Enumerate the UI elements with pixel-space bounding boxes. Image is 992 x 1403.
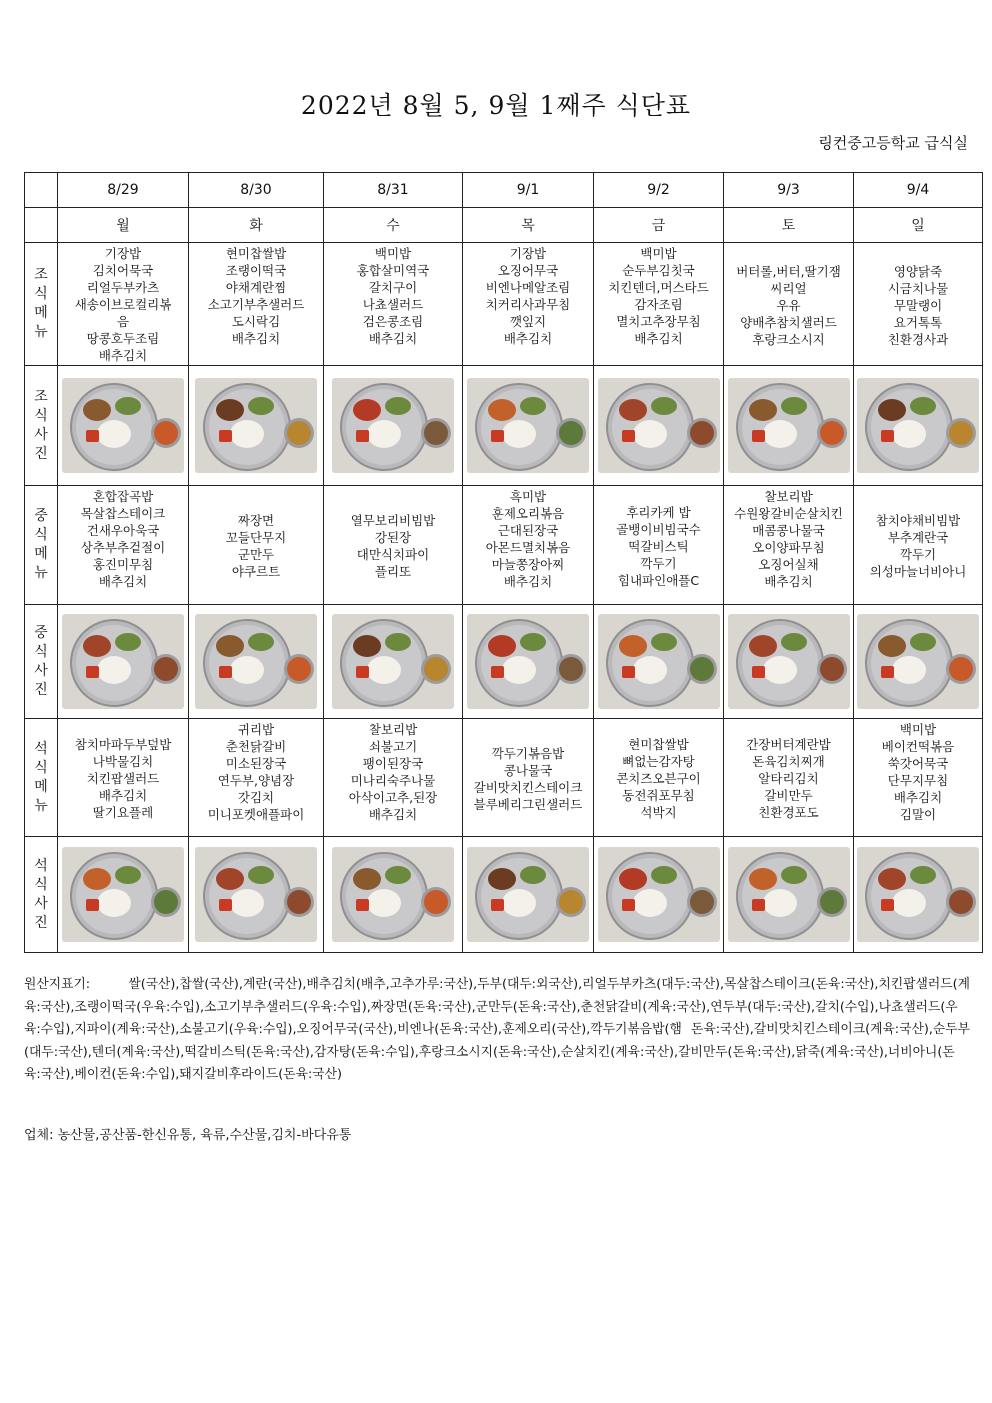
menu-item: 배추김치 xyxy=(98,348,148,363)
breakfast-menu-row xyxy=(25,243,983,366)
menu-item: 흑미밥 xyxy=(509,489,547,504)
row-label-char: 사 xyxy=(34,426,48,443)
corner-cell xyxy=(25,173,58,208)
row-label xyxy=(25,366,58,486)
menu-item: 베이컨떡볶음 xyxy=(881,739,955,754)
menu-item: 음 xyxy=(116,314,130,329)
menu-item: 김말이 xyxy=(899,807,937,822)
row-label-char: 뉴 xyxy=(34,797,48,814)
menu-item: 새송이브로컬리볶 xyxy=(74,297,172,312)
menu-item: 딸기요플레 xyxy=(92,805,154,820)
dinner-photo-cell xyxy=(58,837,189,953)
menu-item: 마늘쫑장아찌 xyxy=(491,557,565,572)
meal-photo xyxy=(195,614,317,709)
menu-item: 깍두기 xyxy=(899,547,937,562)
breakfast-photo-cell xyxy=(854,366,983,486)
menu-item: 동전쥐포무침 xyxy=(622,788,695,803)
menu-item: 나박물김치 xyxy=(92,754,154,769)
meal-tray-photo xyxy=(332,847,454,942)
row-label-char: 식 xyxy=(34,407,48,424)
meal-photo xyxy=(857,847,979,942)
row-label-char: 중 xyxy=(34,624,48,641)
menu-item: 백미밥 xyxy=(374,246,412,261)
meal-photo xyxy=(857,378,979,473)
menu-item: 꼬들단무지 xyxy=(225,530,287,545)
date-row xyxy=(25,173,983,208)
menu-item: 귀리밥 xyxy=(237,722,275,737)
menu-item: 콘치즈오븐구이 xyxy=(616,771,701,786)
menu-item: 배추김치 xyxy=(98,788,148,803)
breakfast-menu-cell xyxy=(324,243,463,366)
menu-item: 뼈없는감자탕 xyxy=(622,754,695,769)
menu-item: 영양닭죽 xyxy=(893,263,943,279)
weekday-cell: 수 xyxy=(324,208,463,243)
date-cell: 8/29 xyxy=(58,173,189,208)
breakfast-photo-cell xyxy=(594,366,724,486)
menu-item: 홍합살미역국 xyxy=(356,263,430,278)
lunch-menu-cell xyxy=(854,486,983,605)
menu-item: 배추김치 xyxy=(503,574,553,589)
meal-tray-photo xyxy=(857,614,979,709)
meal-tray-photo xyxy=(467,614,589,709)
lunch-photo-cell xyxy=(463,605,594,719)
menu-item: 갈비만두 xyxy=(764,788,813,803)
weekday-cell: 금 xyxy=(594,208,724,243)
row-label-char: 진 xyxy=(34,681,48,698)
origin-label: 원산지표기: xyxy=(24,977,91,992)
meal-photo xyxy=(62,378,184,473)
breakfast-menu-cell xyxy=(463,243,594,366)
meal-tray-photo xyxy=(195,378,317,473)
menu-item: 현미찹쌀밥 xyxy=(628,737,689,752)
breakfast-menu-cell xyxy=(189,243,324,366)
menu-item: 아삭이고추,된장 xyxy=(348,790,438,805)
row-label-char: 식 xyxy=(34,643,48,660)
menu-item: 떡갈비스틱 xyxy=(628,538,689,554)
menu-item: 연두부,양념장 xyxy=(217,773,295,788)
menu-item: 홍진미무침 xyxy=(92,557,154,572)
lunch-photo-cell xyxy=(324,605,463,719)
menu-item: 친환경사과 xyxy=(887,331,949,347)
origin-info xyxy=(24,974,970,1087)
menu-item: 미니포켓애플파이 xyxy=(207,807,305,822)
menu-item: 도시락김 xyxy=(231,314,281,329)
meal-tray-photo xyxy=(195,614,317,709)
weekday-cell: 화 xyxy=(189,208,324,243)
lunch-menu-cell xyxy=(324,486,463,605)
menu-item: 건새우아욱국 xyxy=(86,523,160,538)
menu-item: 배추김치 xyxy=(368,331,418,346)
breakfast-menu-cell xyxy=(724,243,854,366)
dinner-menu-cell xyxy=(58,719,189,837)
row-label-char: 식 xyxy=(34,876,48,893)
lunch-photo-cell xyxy=(594,605,724,719)
lunch-photo-cell xyxy=(724,605,854,719)
row-label-char: 뉴 xyxy=(34,565,48,581)
menu-item: 플리또 xyxy=(374,564,412,579)
meal-plan-table xyxy=(24,172,983,953)
meal-photo xyxy=(467,378,589,473)
menu-item: 갈치구이 xyxy=(368,280,418,295)
row-label-char: 식 xyxy=(34,759,48,776)
lunch-menu-cell xyxy=(594,486,724,605)
menu-item: 찰보리밥 xyxy=(368,722,418,737)
lunch-menu-cell xyxy=(724,486,854,605)
weekday-row xyxy=(25,208,983,243)
breakfast-menu-cell xyxy=(854,243,983,366)
meal-tray-photo xyxy=(62,614,184,709)
row-label-char: 메 xyxy=(34,546,48,562)
meal-tray-photo xyxy=(467,378,589,473)
row-label xyxy=(25,719,58,837)
menu-item: 기장밥 xyxy=(104,246,142,261)
row-label-char: 석 xyxy=(34,857,48,874)
breakfast-photo-cell xyxy=(58,366,189,486)
row-label-char: 진 xyxy=(34,914,48,931)
row-label xyxy=(25,486,58,605)
school-name: 링컨중고등학교 급식실 xyxy=(818,134,968,152)
breakfast-photo-cell xyxy=(463,366,594,486)
meal-photo xyxy=(467,614,589,709)
weekday-cell: 목 xyxy=(463,208,594,243)
date-cell: 9/2 xyxy=(594,173,724,208)
menu-item: 의성마늘너비아니 xyxy=(869,564,967,579)
menu-item: 혼합잡곡밥 xyxy=(92,489,154,504)
supplier-info: 업체: 농산물,공산품-한신유통, 육류,수산물,김치-바다유통 xyxy=(24,1128,352,1143)
lunch-menu-cell xyxy=(463,486,594,605)
menu-item: 쑥갓어묵국 xyxy=(887,756,949,771)
date-cell: 9/3 xyxy=(724,173,854,208)
meal-photo xyxy=(598,847,720,942)
meal-tray-photo xyxy=(598,847,720,942)
menu-item: 백미밥 xyxy=(640,246,677,261)
row-label xyxy=(25,605,58,719)
menu-item: 나쵸샐러드 xyxy=(362,297,424,312)
lunch-menu-cell xyxy=(189,486,324,605)
breakfast-photo-cell xyxy=(724,366,854,486)
meal-photo xyxy=(62,847,184,942)
menu-item: 친환경포도 xyxy=(758,805,819,820)
menu-item: 야쿠르트 xyxy=(231,564,281,579)
menu-item: 훈제오리볶음 xyxy=(491,506,565,521)
menu-item: 멸치고추장무침 xyxy=(616,314,701,329)
menu-item: 수원왕갈비순살치킨 xyxy=(734,506,843,521)
breakfast-menu-cell xyxy=(58,243,189,366)
menu-item: 돈육김치찌개 xyxy=(752,754,825,769)
menu-item: 순두부김칫국 xyxy=(622,263,695,278)
row-label-char: 조 xyxy=(34,388,48,405)
menu-item: 현미찹쌀밥 xyxy=(225,246,287,261)
meal-photo xyxy=(598,378,720,473)
menu-item: 미소된장국 xyxy=(225,756,287,771)
meal-photo xyxy=(728,847,850,942)
menu-item: 비엔나메알조림 xyxy=(485,280,571,295)
menu-item: 백미밥 xyxy=(899,722,937,737)
menu-item: 배추김치 xyxy=(503,331,553,346)
breakfast-photo-cell xyxy=(324,366,463,486)
breakfast-menu-cell xyxy=(594,243,724,366)
meal-tray-photo xyxy=(332,614,454,709)
weekday-cell: 토 xyxy=(724,208,854,243)
menu-item: 간장버터계란밥 xyxy=(746,737,831,752)
row-label-char: 진 xyxy=(34,445,48,462)
meal-photo xyxy=(332,847,454,942)
meal-photo xyxy=(728,614,850,709)
meal-tray-photo xyxy=(728,847,850,942)
lunch-menu-cell xyxy=(58,486,189,605)
menu-item: 요거톡톡 xyxy=(893,314,943,330)
menu-item: 열무보리비빔밥 xyxy=(350,513,436,528)
menu-item: 우유 xyxy=(776,297,801,313)
menu-item: 조랭이떡국 xyxy=(225,263,287,278)
menu-item: 힘내파인애플C xyxy=(617,572,700,588)
menu-item: 김치어묵국 xyxy=(92,263,154,278)
meal-photo xyxy=(728,378,850,473)
dinner-photo-row xyxy=(25,837,983,953)
menu-item: 춘천닭갈비 xyxy=(225,739,287,754)
menu-item: 배추김치 xyxy=(893,790,943,805)
row-label xyxy=(25,243,58,366)
menu-item: 오이양파무침 xyxy=(752,540,825,555)
menu-item: 알타리김치 xyxy=(758,771,819,786)
menu-item: 상추부추겉절이 xyxy=(80,540,166,555)
menu-item: 목살찹스테이크 xyxy=(80,506,166,521)
meal-tray-photo xyxy=(62,378,184,473)
row-label-char: 조 xyxy=(34,267,48,283)
menu-item: 오징어실채 xyxy=(758,557,819,572)
row-label-char: 메 xyxy=(34,305,48,321)
date-cell: 8/31 xyxy=(324,173,463,208)
menu-item: 배추김치 xyxy=(764,574,813,589)
meal-tray-photo xyxy=(857,378,979,473)
menu-item: 후리카케 밥 xyxy=(626,504,691,520)
row-label-char: 뉴 xyxy=(34,324,48,340)
menu-item: 미나리숙주나물 xyxy=(350,773,436,788)
date-cell: 9/1 xyxy=(463,173,594,208)
lunch-photo-cell xyxy=(854,605,983,719)
lunch-photo-row xyxy=(25,605,983,719)
lunch-photo-cell xyxy=(58,605,189,719)
meal-tray-photo xyxy=(62,847,184,942)
origin-text: 쌀(국산),찹쌀(국산),계란(국산),배추김치(배추,고추가루:국산),두부(대두:외국산),리얼두부카츠(대두:국산),목살찹스테이크(돈육:국산),치킨팝샐러드(계육:국산),조랭이떡국(우육:수입),소고기부추샐러드(우육:수입),짜장면(돈육:국산),군만두(돈육:국산),춘천닭갈비(계육:국산),연두부(대두:국산),갈치(수입),나쵸샐러드(우육:수입),지파이(계육:국산),소불고기(우육:수입),오징어무국(국산),비엔나(돈육:국산),훈제오리(국산),깍두기볶음밥(햄 돈육:국산),갈비맛치킨스테이크(계육:국산),순두부(대두:국산),텐더(계육:국산),떡갈비스틱(돈육:국산),감자탕(돈육:수입),후랑크소시지(돈육:국산),순살치킨(계육:국산),갈비만두(돈육:국산),닭죽(계육:국산),너비아니(돈육:국산),베이컨(돈육:수입),돼지갈비후라이드(돈육:국산) xyxy=(24,977,970,1082)
menu-item: 오징어무국 xyxy=(497,263,559,278)
menu-item: 군만두 xyxy=(237,547,275,562)
meal-photo xyxy=(62,614,184,709)
dinner-menu-cell xyxy=(463,719,594,837)
menu-item: 검은콩조림 xyxy=(362,314,424,329)
menu-item: 치킨팝샐러드 xyxy=(86,771,160,786)
meal-tray-photo xyxy=(195,847,317,942)
menu-item: 아몬드멸치볶음 xyxy=(485,540,571,555)
menu-item: 깍두기볶음밥 xyxy=(491,745,565,761)
row-label-char: 사 xyxy=(34,662,48,679)
lunch-menu-row xyxy=(25,486,983,605)
corner-cell xyxy=(25,208,58,243)
page-title: 2022년 8월 5, 9월 1째주 식단표 xyxy=(300,91,692,120)
date-cell: 9/4 xyxy=(854,173,983,208)
menu-item: 배추김치 xyxy=(634,331,683,346)
row-label-char: 석 xyxy=(34,740,48,757)
row-label-char: 중 xyxy=(34,508,48,524)
row-label xyxy=(25,837,58,953)
date-cell: 8/30 xyxy=(189,173,324,208)
menu-item: 버터롤,버터,딸기잼 xyxy=(736,263,841,279)
meal-tray-photo xyxy=(728,378,850,473)
meal-photo xyxy=(195,847,317,942)
menu-item: 무말랭이 xyxy=(893,297,943,313)
dinner-menu-cell xyxy=(594,719,724,837)
meal-tray-photo xyxy=(467,847,589,942)
meal-tray-photo xyxy=(857,847,979,942)
dinner-photo-cell xyxy=(854,837,983,953)
meal-photo xyxy=(195,378,317,473)
menu-item: 팽이된장국 xyxy=(362,756,424,771)
meal-photo xyxy=(332,378,454,473)
dinner-photo-cell xyxy=(189,837,324,953)
dinner-menu-cell xyxy=(189,719,324,837)
menu-item: 부추계란국 xyxy=(887,530,949,545)
dinner-photo-cell xyxy=(594,837,724,953)
menu-item: 참치마파두부덮밥 xyxy=(74,737,172,752)
menu-item: 골뱅이비빔국수 xyxy=(616,521,701,537)
weekday-cell: 월 xyxy=(58,208,189,243)
menu-item: 감자조림 xyxy=(634,297,683,312)
meal-tray-photo xyxy=(728,614,850,709)
meal-tray-photo xyxy=(598,378,720,473)
menu-item: 야채계란찜 xyxy=(225,280,287,295)
menu-item: 배추김치 xyxy=(98,574,148,589)
menu-item: 블루베리그린샐러드 xyxy=(473,796,583,812)
meal-tray-photo xyxy=(598,614,720,709)
meal-photo xyxy=(857,614,979,709)
menu-item: 치킨텐더,머스타드 xyxy=(608,280,709,295)
menu-item: 씨리얼 xyxy=(770,280,807,296)
menu-item: 참치야채비빔밥 xyxy=(875,513,961,528)
menu-item: 매콤콩나물국 xyxy=(752,523,825,538)
meal-photo xyxy=(598,614,720,709)
menu-item: 배추김치 xyxy=(231,331,281,346)
menu-item: 찰보리밥 xyxy=(764,489,813,504)
breakfast-photo-row xyxy=(25,366,983,486)
row-label-char: 메 xyxy=(34,778,48,795)
lunch-photo-cell xyxy=(189,605,324,719)
meal-tray-photo xyxy=(332,378,454,473)
menu-item: 석박지 xyxy=(640,805,677,820)
menu-item: 짜장면 xyxy=(237,513,275,528)
dinner-menu-cell xyxy=(854,719,983,837)
menu-item: 치커리사과무침 xyxy=(485,297,571,312)
menu-item: 시금치나물 xyxy=(887,280,949,296)
menu-item: 대만식치파이 xyxy=(356,547,430,562)
weekday-cell: 일 xyxy=(854,208,983,243)
dinner-menu-cell xyxy=(724,719,854,837)
menu-item: 땅콩호두조림 xyxy=(86,331,160,346)
meal-photo xyxy=(467,847,589,942)
menu-item: 콩나물국 xyxy=(503,762,553,778)
row-label-char: 사 xyxy=(34,895,48,912)
meal-photo xyxy=(332,614,454,709)
menu-item: 기장밥 xyxy=(509,246,547,261)
dinner-menu-cell xyxy=(324,719,463,837)
menu-item: 근대된장국 xyxy=(497,523,559,538)
menu-item: 갓김치 xyxy=(237,790,275,805)
dinner-menu-row xyxy=(25,719,983,837)
dinner-photo-cell xyxy=(463,837,594,953)
row-label-char: 식 xyxy=(34,527,48,543)
breakfast-photo-cell xyxy=(189,366,324,486)
menu-item: 단무지무침 xyxy=(887,773,949,788)
row-label-char: 식 xyxy=(34,286,48,302)
menu-item: 강된장 xyxy=(374,530,412,545)
menu-item: 갈비맛치킨스테이크 xyxy=(473,779,583,795)
menu-item: 양배추참치샐러드 xyxy=(740,314,837,330)
menu-item: 소고기부추샐러드 xyxy=(207,297,305,312)
menu-item: 배추김치 xyxy=(368,807,418,822)
menu-item: 쇠불고기 xyxy=(368,739,418,754)
menu-item: 깍두기 xyxy=(640,555,677,571)
dinner-photo-cell xyxy=(724,837,854,953)
menu-item: 깻잎지 xyxy=(509,314,547,329)
dinner-photo-cell xyxy=(324,837,463,953)
menu-item: 후랑크소시지 xyxy=(752,331,825,347)
menu-item: 리얼두부카츠 xyxy=(86,280,160,295)
